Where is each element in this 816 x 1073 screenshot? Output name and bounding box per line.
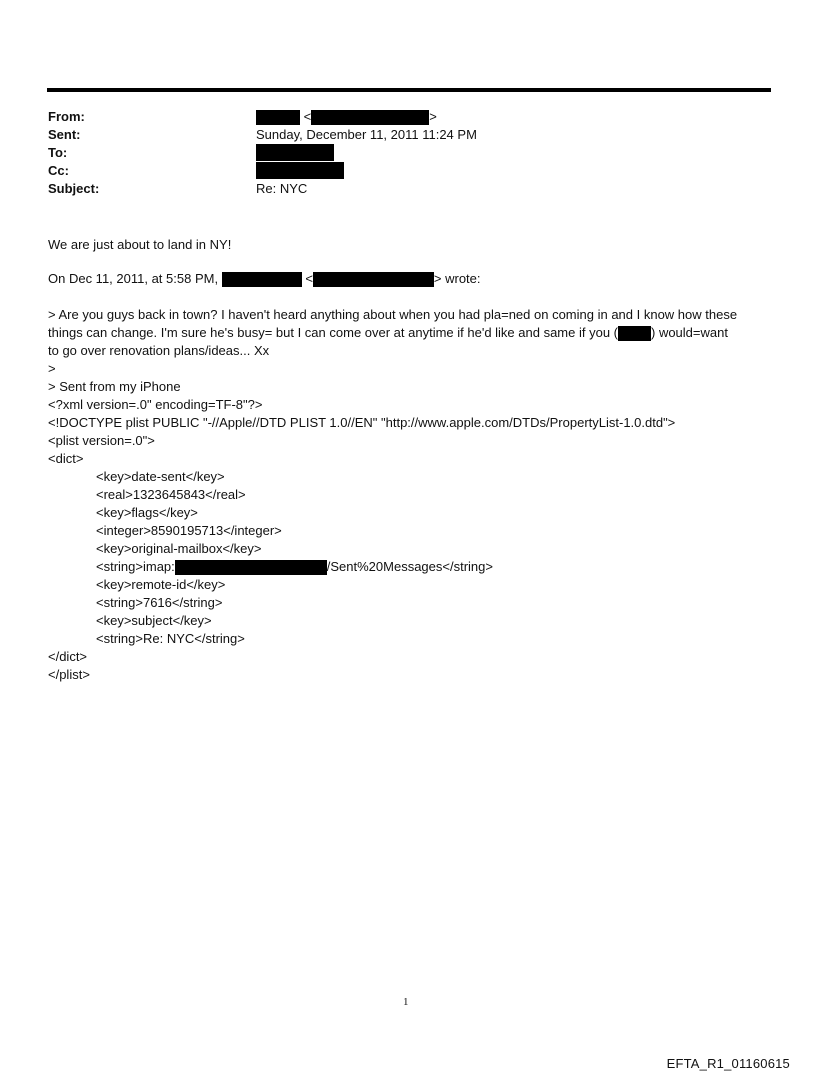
xml-line: <key>flags</key> [96,505,198,520]
xml-line: <string>Re: NYC</string> [96,631,245,646]
xml-text: /Sent%20Messages</string> [326,559,493,574]
xml-line: <key>original-mailbox</key> [96,541,262,556]
xml-line: </plist> [48,667,90,682]
quote-intro-end: > wrote: [433,271,481,286]
quoted-text: things can change. I'm sure he's busy= but I can come over at anytime if he'd like and same if you ( [48,325,618,340]
from-label: From: [48,109,85,124]
xml-line: <key>date-sent</key> [96,469,225,484]
subject-label: Subject: [48,181,100,196]
xml-line: <real>1323645843</real> [96,487,246,502]
xml-line [96,558,493,576]
xml-line: <integer>8590195713</integer> [96,523,282,538]
cc-label: Cc: [48,163,69,178]
to-label: To: [48,145,68,160]
message-line: We are just about to land in NY! [48,237,232,252]
quoted-line: > Are you guys back in town? I haven't heard anything about when you had pla=ned on coming in and I know how these [48,307,738,322]
xml-line: <?xml version=.0" encoding=TF-8"?> [48,397,263,412]
xml-line: <dict> [48,451,84,466]
from-gt: > [429,109,437,124]
redaction-block [313,272,434,287]
sent-label: Sent: [48,127,81,142]
quoted-line: to go over renovation plans/ideas... Xx [48,343,270,358]
xml-line: <string>7616</string> [96,595,223,610]
xml-line: <key>remote-id</key> [96,577,226,592]
redaction-block [222,272,302,287]
xml-text: <string>imap: [96,559,175,574]
redaction-block [175,560,327,575]
xml-line: </dict> [48,649,88,664]
xml-line: <!DOCTYPE plist PUBLIC "-//Apple//DTD PLIST 1.0//EN" "http://www.apple.com/DTDs/PropertyList-1.0.dtd"> [48,415,676,430]
quoted-line: > Sent from my iPhone [48,379,181,394]
quote-intro [48,270,481,288]
quote-intro-text: On Dec 11, 2011, at 5:58 PM, [48,271,219,286]
quoted-line [48,324,728,342]
page-number: 1 [403,996,409,1008]
sent-value: Sunday, December 11, 2011 11:24 PM [256,127,477,142]
document-id: EFTA_R1_01160615 [666,1056,790,1071]
xml-line: <key>subject</key> [96,613,212,628]
redaction-block [618,326,651,341]
redaction-block [311,110,429,125]
xml-line: <plist version=.0"> [48,433,155,448]
top-rule [47,88,771,92]
from-lt: < [303,109,312,124]
cc-redaction [256,162,344,179]
to-redaction [256,144,334,161]
redaction-block [256,110,300,125]
subject-value: Re: NYC [256,181,308,196]
from-value [256,108,437,126]
quote-intro-lt: < [305,271,313,286]
quoted-line: > [48,361,56,376]
quoted-text: ) would=want [651,325,728,340]
